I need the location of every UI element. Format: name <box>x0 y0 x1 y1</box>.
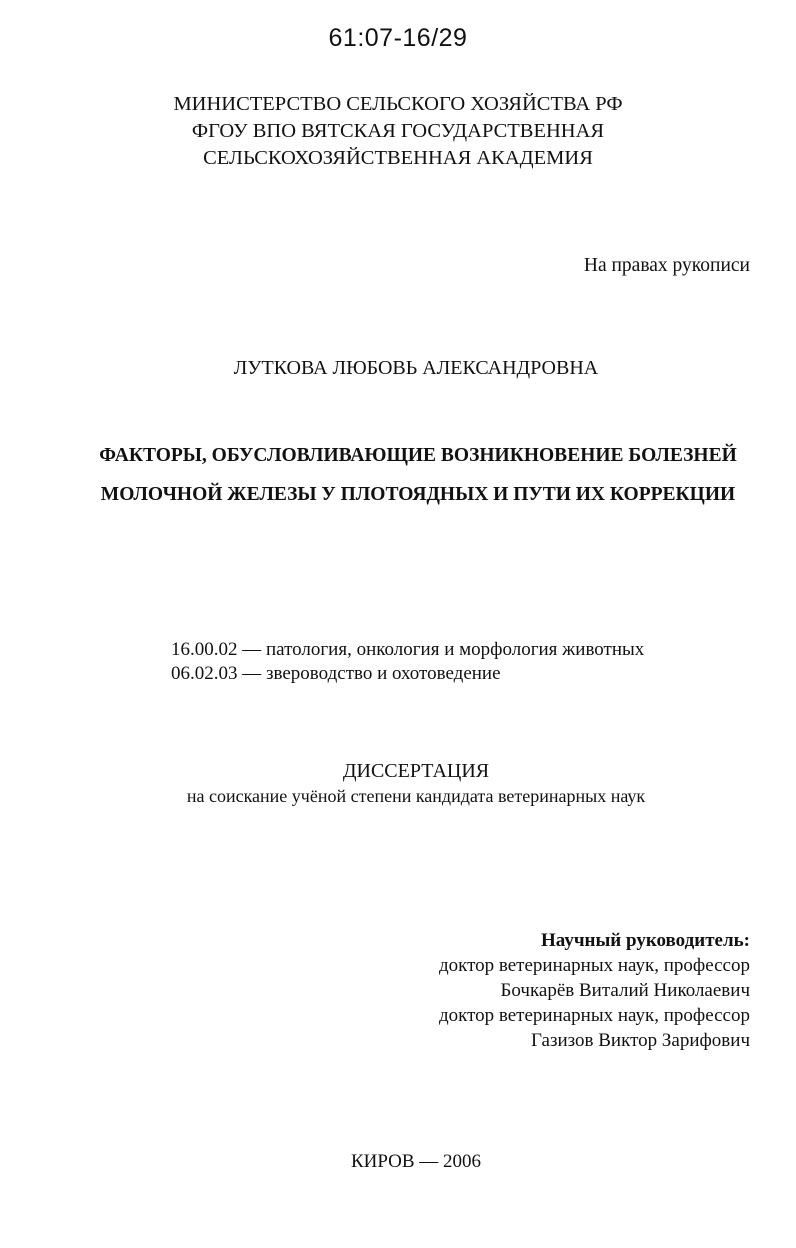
advisor-line: доктор ветеринарных наук, профессор <box>438 1005 750 1026</box>
manuscript-note: На правах рукописи <box>583 255 750 276</box>
academy-line-2: СЕЛЬСКОХОЗЯЙСТВЕННАЯ АКАДЕМИЯ <box>203 147 593 169</box>
advisor-heading: Научный руководитель: <box>541 930 750 951</box>
institution-block <box>0 91 796 172</box>
specialties-block <box>171 638 644 686</box>
author-name: ЛУТКОВА ЛЮБОВЬ АЛЕКСАНДРОВНА <box>233 357 599 379</box>
title-line-1: ФАКТОРЫ, ОБУСЛОВЛИВАЮЩИЕ ВОЗНИКНОВЕНИЕ БОЛЕЗНЕЙ <box>99 445 737 466</box>
degree-line: на соискание учёной степени кандидата ветеринарных наук <box>186 786 646 806</box>
advisor-line: Бочкарёв Виталий Николаевич <box>500 980 750 1001</box>
academy-line: ФГОУ ВПО ВЯТСКАЯ ГОСУДАРСТВЕННАЯ <box>191 120 605 142</box>
ministry-line: МИНИСТЕРСТВО СЕЛЬСКОГО ХОЗЯЙСТВА РФ <box>173 93 623 115</box>
title-line-2: МОЛОЧНОЙ ЖЕЛЕЗЫ У ПЛОТОЯДНЫХ И ПУТИ ИХ КОРРЕКЦИИ <box>100 484 736 505</box>
specialty-line: 16.00.02 — патология, онкология и морфология животных <box>171 639 645 660</box>
advisor-line: доктор ветеринарных наук, профессор <box>438 955 750 976</box>
catalog-code: 61:07-16/29 <box>328 24 468 52</box>
document-type: ДИССЕРТАЦИЯ <box>342 760 490 782</box>
advisor-block <box>439 928 750 1053</box>
advisor-line: Газизов Виктор Зарифович <box>531 1030 750 1051</box>
city-year: КИРОВ — 2006 <box>350 1151 482 1172</box>
dissertation-title <box>0 436 796 514</box>
specialty-line: 06.02.03 — звероводство и охотоведение <box>171 663 501 684</box>
